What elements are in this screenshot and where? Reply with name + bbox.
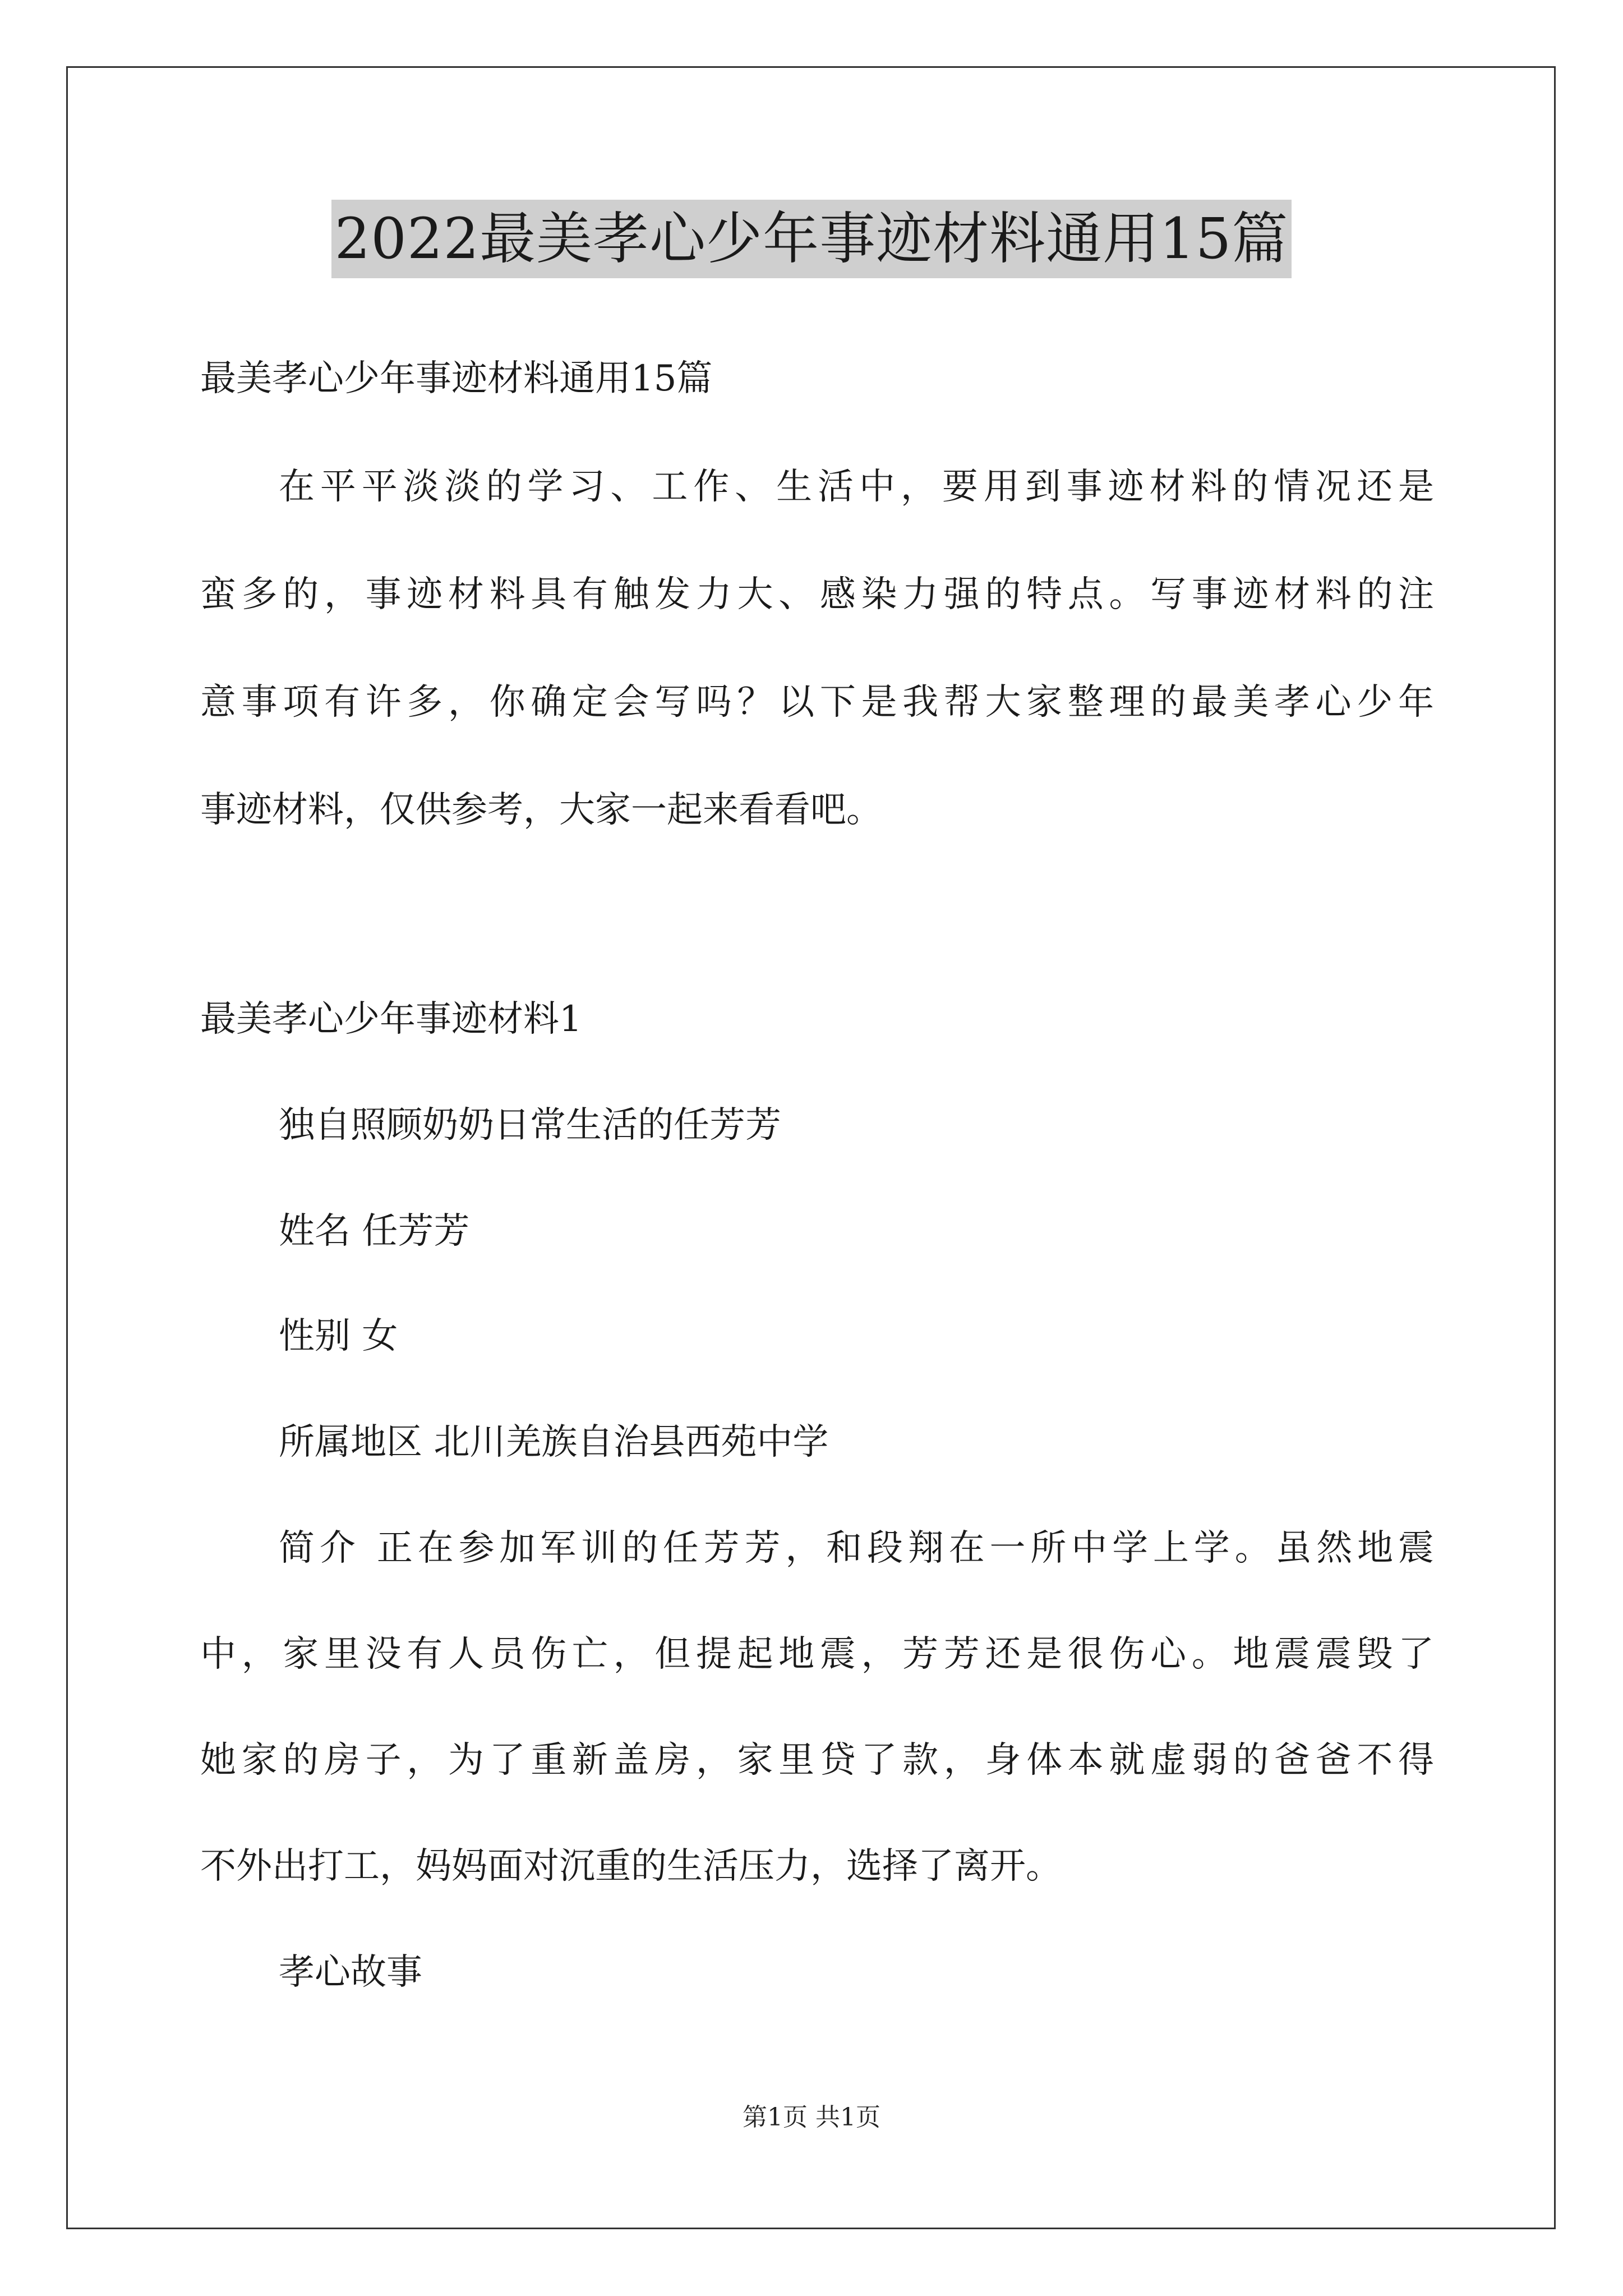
profile-line-4: 不外出打工，妈妈面对沉重的生活压力，选择了离开。: [200, 1846, 1062, 1887]
section-heading: 最美孝心少年事迹材料1: [200, 999, 582, 1040]
story-title: 独自照顾奶奶日常生活的任芳芳: [279, 1105, 781, 1146]
intro-line-4: 事迹材料，仅供参考，大家一起来看看吧。: [200, 789, 882, 831]
region-line: 所属地区 北川羌族自治县西苑中学: [279, 1421, 829, 1463]
profile-line-3: 她家的房子，为了重新盖房，家里贷了款，身体本就虚弱的爸爸不得: [200, 1740, 1434, 1781]
page-footer: 第1页 共1页: [743, 2103, 880, 2132]
profile-line-1: 简介 正在参加军训的任芳芳，和段翔在一所中学上学。虽然地震: [279, 1527, 1434, 1569]
profile-line-2: 中，家里没有人员伤亡，但提起地震，芳芳还是很伤心。地震震毁了: [200, 1634, 1434, 1675]
subtitle: 最美孝心少年事迹材料通用15篇: [200, 358, 713, 399]
gender-line: 性别 女: [279, 1315, 398, 1357]
story-heading: 孝心故事: [279, 1952, 422, 1993]
title-container: [0, 200, 1623, 278]
intro-line-3: 意事项有许多，你确定会写吗？以下是我帮大家整理的最美孝心少年: [200, 682, 1434, 723]
intro-line-1: 在平平淡淡的学习、工作、生活中，要用到事迹材料的情况还是: [279, 466, 1434, 508]
document-title: 2022最美孝心少年事迹材料通用15篇: [331, 200, 1292, 278]
name-line: 姓名 任芳芳: [279, 1211, 470, 1252]
intro-line-2: 蛮多的，事迹材料具有触发力大、感染力强的特点。写事迹材料的注: [200, 574, 1434, 615]
